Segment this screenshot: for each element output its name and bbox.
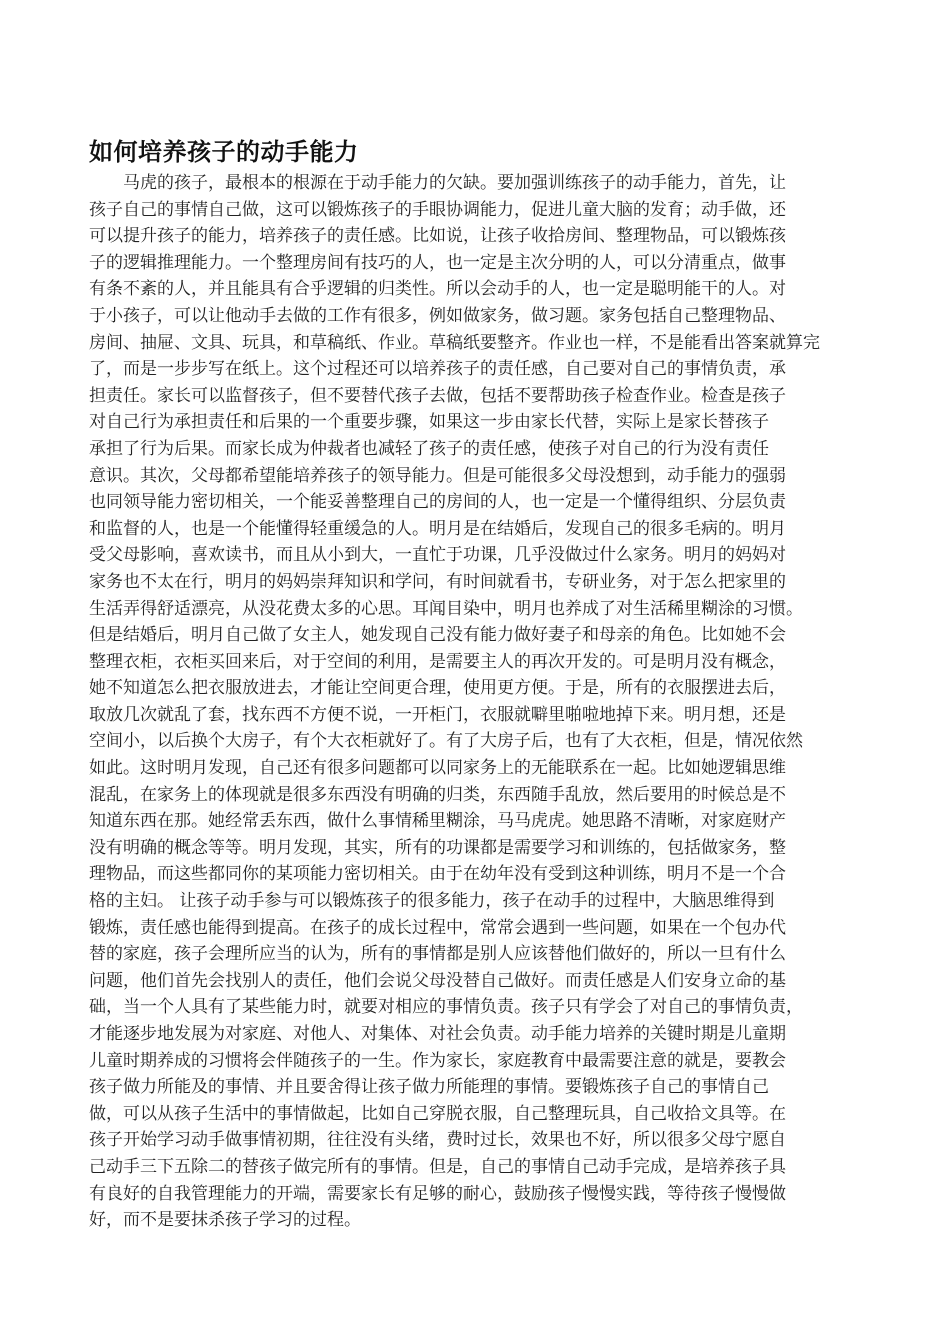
body-text-line: 意识。其次，父母都希望能培养孩子的领导能力。但是可能很多父母没想到，动手能力的强弱 (89, 465, 786, 486)
body-text-line: 于小孩子，可以让他动手去做的工作有很多，例如做家务，做习题。家务包括自己整理物品、 (89, 305, 786, 326)
body-text-line: 混乱，在家务上的体现就是很多东西没有明确的归类，东西随手乱放，然后要用的时候总是不 (89, 784, 786, 805)
body-text-line: 马虎的孩子，最根本的根源在于动手能力的欠缺。要加强训练孩子的动手能力，首先，让 (89, 173, 786, 193)
body-text-line: 好，而不是要抹杀孩子学习的过程。 (89, 1210, 361, 1231)
body-text-line: 问题，他们首先会找别人的责任，他们会说父母没替自己做好。而责任感是人们安身立命的基 (89, 970, 786, 991)
body-text-line: 生活弄得舒适漂亮，从没花费太多的心思。耳闻目染中，明月也养成了对生活稀里糊涂的习惯。 (89, 598, 803, 619)
body-text-line: 对自己行为承担责任和后果的一个重要步骤，如果这一步由家长代替，实际上是家长替孩子 (89, 412, 769, 433)
article-body (89, 170, 859, 1234)
body-text-line: 可以提升孩子的能力，培养孩子的责任感。比如说，让孩子收拾房间、整理物品，可以锻炼孩 (89, 226, 786, 247)
body-text-line: 础，当一个人具有了某些能力时，就要对相应的事情负责。孩子只有学会了对自己的事情负责， (89, 997, 803, 1018)
body-text-line: 但是结婚后，明月自己做了女主人，她发现自己没有能力做好妻子和母亲的角色。比如她不会 (89, 625, 786, 646)
body-text-line: 她不知道怎么把衣服放进去，才能让空间更合理，使用更方便。于是，所有的衣服摆进去后， (89, 678, 786, 699)
body-text-line: 孩子做力所能及的事情、并且要舍得让孩子做力所能理的事情。要锻炼孩子自己的事情自己 (89, 1077, 769, 1098)
body-text-line: 房间、抽屉、文具、玩具，和草稿纸、作业。草稿纸要整齐。作业也一样，不是能看出答案就算完 (89, 332, 820, 353)
body-text-line: 才能逐步地发展为对家庭、对他人、对集体、对社会负责。动手能力培养的关键时期是儿童期 (89, 1024, 786, 1044)
body-text-line: 锻炼，责任感也能得到提高。在孩子的成长过程中，常常会遇到一些问题，如果在一个包办代 (89, 917, 786, 938)
body-text-line: 己动手三下五除二的替孩子做完所有的事情。但是，自己的事情自己动手完成，是培养孩子具 (89, 1156, 786, 1177)
body-text-line: 和监督的人，也是一个能懂得轻重缓急的人。明月是在结婚后，发现自己的很多毛病的。明月 (89, 518, 786, 539)
body-text-line: 孩子开始学习动手做事情初期，往往没有头绪，费时过长，效果也不好，所以很多父母宁愿自 (89, 1130, 786, 1151)
body-text-line: 做，可以从孩子生活中的事情做起，比如自己穿脱衣服，自己整理玩具，自己收拾文具等。在 (89, 1103, 786, 1124)
body-text-line: 空间小，以后换个大房子，有个大衣柜就好了。有了大房子后，也有了大衣柜，但是，情况依然 (89, 731, 803, 752)
body-text-line: 整理衣柜，衣柜买回来后，对于空间的利用，是需要主人的再次开发的。可是明月没有概念， (89, 651, 786, 672)
body-text-line: 家务也不太在行，明月的妈妈崇拜知识和学问，有时间就看书，专研业务，对于怎么把家里的 (89, 571, 786, 592)
body-text-line: 知道东西在那。她经常丢东西，做什么事情稀里糊涂，马马虎虎。她思路不清晰，对家庭财产 (89, 811, 786, 832)
body-text-line: 子的逻辑推理能力。一个整理房间有技巧的人，也一定是主次分明的人，可以分清重点，做事 (89, 252, 786, 273)
document-title: 如何培养孩子的动手能力 (89, 138, 359, 166)
body-text-line: 受父母影响，喜欢读书，而且从小到大，一直忙于功课，几乎没做过什么家务。明月的妈妈对 (89, 545, 786, 566)
body-text-line: 儿童时期养成的习惯将会伴随孩子的一生。作为家长，家庭教育中最需要注意的就是，要教会 (89, 1050, 786, 1071)
body-text-line: 有良好的自我管理能力的开端，需要家长有足够的耐心，鼓励孩子慢慢实践，等待孩子慢慢做 (89, 1183, 786, 1204)
body-text-line: 如此。这时明月发现，自己还有很多问题都可以同家务上的无能联系在一起。比如她逻辑思维 (89, 758, 786, 779)
body-text-line: 格的主妇。 让孩子动手参与可以锻炼孩子的很多能力，孩子在动手的过程中，大脑思维得到 (89, 891, 775, 912)
body-text-line: 担责任。家长可以监督孩子，但不要替代孩子去做，包括不要帮助孩子检查作业。检查是孩子 (89, 385, 786, 406)
body-text-line: 了，而是一步步写在纸上。这个过程还可以培养孩子的责任感，自己要对自己的事情负责，承 (89, 359, 786, 380)
body-text-line: 孩子自己的事情自己做，这可以锻炼孩子的手眼协调能力，促进儿童大脑的发育；动手做，还 (89, 199, 786, 220)
body-text-line: 有条不紊的人，并且能具有合乎逻辑的归类性。所以会动手的人，也一定是聪明能干的人。对 (89, 279, 786, 300)
body-text-line: 没有明确的概念等等。明月发现，其实，所有的功课都是需要学习和训练的，包括做家务，整 (89, 837, 786, 858)
body-text-line: 替的家庭，孩子会理所应当的认为，所有的事情都是别人应该替他们做好的，所以一旦有什么 (89, 944, 786, 965)
body-text-line: 承担了行为后果。而家长成为仲裁者也减轻了孩子的责任感，使孩子对自己的行为没有责任 (89, 438, 769, 459)
body-text-line: 取放几次就乱了套，找东西不方便不说，一开柜门，衣服就噼里啪啦地掉下来。明月想，还是 (89, 704, 786, 725)
body-text-line: 理物品，而这些都同你的某项能力密切相关。由于在幼年没有受到这种训练，明月不是一个合 (89, 864, 786, 885)
body-text-line: 也同领导能力密切相关，一个能妥善整理自己的房间的人，也一定是一个懂得组织、分层负责 (89, 492, 786, 513)
